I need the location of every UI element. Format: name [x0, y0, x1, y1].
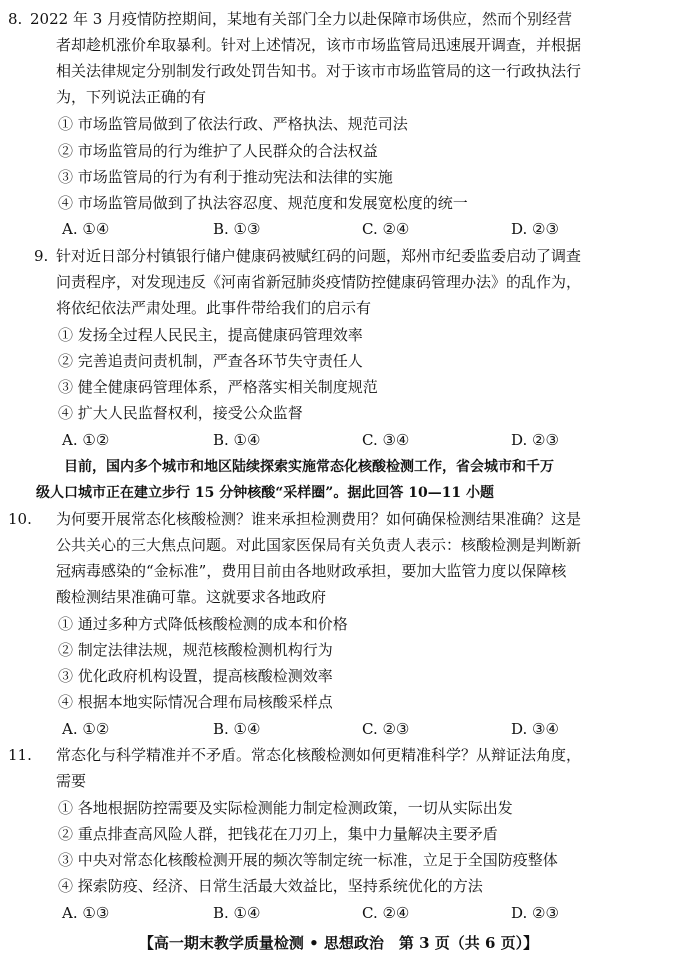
question-stem-line: 2022 年 3 月疫情防控期间，某地有关部门全力以赴保障市场供应，然而个别经营 — [30, 10, 573, 28]
option-a: A. ①② — [62, 720, 110, 738]
question-number: 8. — [8, 10, 23, 28]
question-stem-line: 为，下列说法正确的有 — [56, 88, 207, 106]
option-c: C. ③④ — [362, 431, 410, 449]
choice-item: ② 重点排查高风险人群，把钱花在刀刃上，集中力量解决主要矛盾 — [58, 825, 498, 843]
intro-line: 目前，国内多个城市和地区陆续探索实施常态化核酸检测工作，省会城市和千万 — [64, 459, 554, 475]
choice-item: ① 发扬全过程人民民主，提高健康码管理效率 — [58, 326, 363, 344]
question-stem-line: 冠病毒感染的“金标准”，费用目前由各地财政承担，要加大监管力度以保障核 — [56, 562, 567, 580]
option-b: B. ①④ — [213, 720, 261, 738]
option-d: D. ②③ — [511, 904, 559, 922]
option-c: C. ②③ — [362, 720, 410, 738]
option-b: B. ①④ — [213, 904, 261, 922]
option-a: A. ①③ — [62, 904, 110, 922]
option-b: B. ①④ — [213, 431, 261, 449]
option-c: C. ②④ — [362, 904, 410, 922]
choice-item: ④ 根据本地实际情况合理布局核酸采样点 — [58, 693, 333, 711]
choice-item: ④ 扩大人民监督权利，接受公众监督 — [58, 404, 303, 422]
choice-item: ① 通过多种方式降低核酸检测的成本和价格 — [58, 615, 348, 633]
option-a: A. ①② — [62, 431, 110, 449]
option-d: D. ③④ — [511, 720, 559, 738]
question-number: 11. — [8, 746, 32, 764]
option-d: D. ②③ — [511, 220, 559, 238]
question-stem-line: 公共关心的三大焦点问题。对此国家医保局有关负责人表示：核酸检测是判断新 — [56, 536, 582, 554]
choice-item: ④ 探索防疫、经济、日常生活最大效益比，坚持系统优化的方法 — [58, 877, 483, 895]
choice-item: ① 市场监管局做到了依法行政、严格执法、规范司法 — [58, 115, 408, 133]
question-stem-line: 常态化与科学精准并不矛盾。常态化核酸检测如何更精准科学？从辩证法角度， — [56, 746, 582, 764]
page-footer: 【高一期末教学质量检测 • 思想政治 第 3 页（共 6 页）】 — [138, 934, 539, 952]
question-stem-line: 为何要开展常态化核酸检测？谁来承担检测费用？如何确保检测结果准确？这是 — [56, 510, 582, 528]
choice-item: ② 制定法律法规，规范核酸检测机构行为 — [58, 641, 333, 659]
question-stem-line: 针对近日部分村镇银行储户健康码被赋红码的问题，郑州市纪委监委启动了调查 — [56, 247, 582, 265]
option-c: C. ②④ — [362, 220, 410, 238]
option-a: A. ①④ — [62, 220, 110, 238]
question-stem-line: 问责程序，对发现违反《河南省新冠肺炎疫情防控健康码管理办法》的乱作为， — [56, 273, 582, 291]
choice-item: ② 市场监管局的行为维护了人民群众的合法权益 — [58, 142, 378, 160]
question-stem-line: 需要 — [56, 772, 87, 790]
intro-line: 级人口城市正在建立步行 15 分钟核酸“采样圈”。据此回答 10—11 小题 — [36, 485, 495, 501]
question-stem-line: 者却趁机涨价牟取暴利。针对上述情况，该市市场监管局迅速展开调查，并根据 — [56, 36, 582, 54]
question-stem-line: 相关法律规定分别制发行政处罚告知书。对于该市市场监管局的这一行政执法行 — [56, 62, 582, 80]
option-b: B. ①③ — [213, 220, 261, 238]
choice-item: ② 完善追责问责机制，严查各环节失守责任人 — [58, 352, 363, 370]
choice-item: ④ 市场监管局做到了执法容忍度、规范度和发展宽松度的统一 — [58, 194, 468, 212]
question-number: 9. — [34, 247, 49, 265]
option-d: D. ②③ — [511, 431, 559, 449]
choice-item: ③ 市场监管局的行为有利于推动宪法和法律的实施 — [58, 168, 393, 186]
question-stem-line: 酸检测结果准确可靠。这就要求各地政府 — [56, 588, 327, 606]
question-stem-line: 将依纪依法严肃处理。此事件带给我们的启示有 — [56, 299, 372, 317]
choice-item: ① 各地根据防控需要及实际检测能力制定检测政策，一切从实际出发 — [58, 799, 513, 817]
choice-item: ③ 优化政府机构设置，提高核酸检测效率 — [58, 667, 333, 685]
question-number: 10. — [8, 510, 32, 528]
choice-item: ③ 中央对常态化核酸检测开展的频次等制定统一标准，立足于全国防疫整体 — [58, 851, 558, 869]
choice-item: ③ 健全健康码管理体系，严格落实相关制度规范 — [58, 378, 378, 396]
